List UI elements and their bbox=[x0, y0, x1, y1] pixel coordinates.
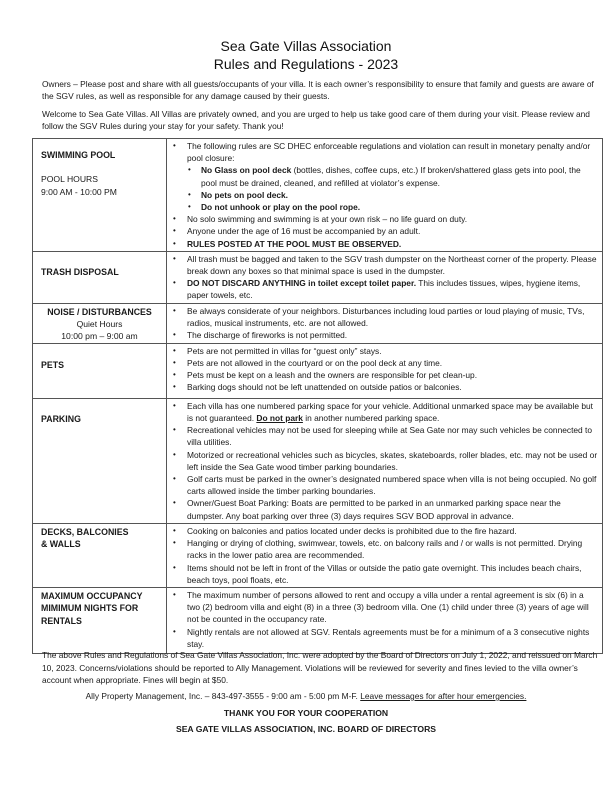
rule-item: • Motorized or recreational vehicles such as bicycles, skates, skateboards, roller blades, etc. may not be used or left inside the Sea Gate wood timber parking boundaries. bbox=[187, 449, 598, 473]
rule-item: • Hanging or drying of clothing, swimwear, towels, etc. on balcony rails and / or walls is not permitted. Drying racks in the lower patio area are recommended. bbox=[187, 537, 598, 561]
category-occupancy bbox=[33, 587, 167, 653]
rule-item: • Cooking on balconies and patios located under decks is prohibited due to the fire hazard. bbox=[187, 525, 598, 537]
category-title-line2: & WALLS bbox=[41, 539, 81, 550]
category-title: DECKS, BALCONIES bbox=[41, 526, 129, 537]
category-decks bbox=[33, 523, 167, 587]
category-title: PARKING bbox=[41, 413, 81, 424]
rule-item: • RULES POSTED AT THE POOL MUST BE OBSERVED. bbox=[187, 238, 598, 250]
rules-parking bbox=[167, 398, 603, 523]
welcome-paragraph: Welcome to Sea Gate Villas. All Villas are privately owned, and you are urged to help us take good care of them during your visit. Please review and follow the SGV Rules during your stay for your safety. Thank you! bbox=[42, 109, 590, 132]
rule-item: • The discharge of fireworks is not permitted. bbox=[187, 329, 598, 341]
rules-pets bbox=[167, 343, 603, 398]
contact-line bbox=[0, 690, 612, 702]
row-parking bbox=[33, 398, 603, 523]
category-title: MAXIMUM OCCUPANCY bbox=[41, 590, 143, 601]
rule-item: • Pets are not permitted in villas for “guest only” stays. bbox=[187, 345, 598, 357]
row-swimming-pool bbox=[33, 139, 603, 252]
document-title: Sea Gate Villas Association bbox=[220, 38, 392, 54]
row-decks bbox=[33, 523, 603, 587]
row-trash-disposal bbox=[33, 251, 603, 303]
owners-notice: Owners – Please post and share with all guests/occupants of your villa. It is each owner’s responsibility to ensure that family and guests are aware of the SGV rules, as well as responsible for any damage caused by their guests. bbox=[42, 79, 594, 102]
emergency-note: Leave messages for after hour emergencies. bbox=[360, 691, 527, 701]
sub-rule-item: • No pets on pool deck. bbox=[201, 189, 598, 201]
pool-hours-label: POOL HOURS bbox=[41, 174, 98, 185]
do-not-park-emphasis: Do not park bbox=[256, 413, 303, 424]
rule-item: • Be always considerate of your neighbors. Disturbances including loud parties or loud playing of music, TVs, radios, musical instruments, etc. are not allowed. bbox=[187, 305, 598, 329]
rules-swimming-pool bbox=[167, 139, 603, 252]
rules-trash-disposal bbox=[167, 251, 603, 303]
rule-item: • Pets must be kept on a leash and the owners are responsible for pet clean-up. bbox=[187, 369, 598, 381]
category-title: PETS bbox=[41, 359, 64, 370]
board-signature: SEA GATE VILLAS ASSOCIATION, INC. BOARD OF DIRECTORS bbox=[175, 724, 437, 734]
row-pets bbox=[33, 343, 603, 398]
rule-item: • Owner/Guest Boat Parking: Boats are permitted to be parked in an unmarked parking space near the dumpster. Any boat parking over three (3) days requires SGV BOD approval in advance. bbox=[187, 497, 598, 521]
pool-hours-value: 9:00 AM - 10:00 PM bbox=[41, 186, 117, 197]
document-subtitle: Rules and Regulations - 2023 bbox=[213, 56, 399, 72]
category-title: NOISE / DISTURBANCES bbox=[47, 306, 152, 317]
category-title: TRASH DISPOSAL bbox=[41, 266, 119, 277]
row-noise bbox=[33, 303, 603, 343]
category-title-line3: RENTALS bbox=[41, 615, 82, 626]
category-title: SWIMMING POOL bbox=[41, 150, 116, 160]
category-trash-disposal bbox=[33, 251, 167, 303]
rule-item: • Golf carts must be parked in the owner’s designated numbered space when villa is not being occupied. No golf carts allowed inside the timber parking boundaries. bbox=[187, 473, 598, 497]
rule-item: • Pets are not allowed in the courtyard or on the pool deck at any time. bbox=[187, 357, 598, 369]
category-parking bbox=[33, 398, 167, 523]
rule-item: • The maximum number of persons allowed to rent and occupy a villa under a rental agreement is six (6) in a two (2) bedroom villa and eight (8) in a three (3) bedroom villa. One (1) child under three (3) years of age will not be counted in the occupancy rate. bbox=[187, 589, 598, 626]
rule-item: • Barking dogs should not be left unattended on outside patios or balconies. bbox=[187, 381, 598, 393]
rule-item: • Recreational vehicles may not be used for sleeping while at Sea Gate nor may such vehicles be connected to villa utilities. bbox=[187, 424, 598, 448]
row-occupancy bbox=[33, 587, 603, 653]
quiet-hours-label: Quiet Hours bbox=[76, 319, 123, 330]
rule-item: • Anyone under the age of 16 must be accompanied by an adult. bbox=[187, 225, 598, 237]
rule-item: • Items should not be left in front of the Villas or outside the patio gate overnight. This includes beach chairs, beach toys, pool floats, etc. bbox=[187, 562, 598, 586]
sub-rule-item: • No Glass on pool deck (bottles, dishes, coffee cups, etc.) If broken/shattered glass gets into pool, the pool must be drained, cleaned, and refilled at violator’s expense. bbox=[201, 164, 598, 188]
rule-item: • No solo swimming and swimming is at your own risk – no life guard on duty. bbox=[187, 213, 598, 225]
rule-item: • Each villa has one numbered parking space for your vehicle. Additional unmarked space may be available but is not guaranteed. Do not park in another numbered parking space. bbox=[187, 400, 598, 424]
sub-rule-item: • Do not unhook or play on the pool rope. bbox=[201, 201, 598, 213]
rule-item: • Nightly rentals are not allowed at SGV. Rentals agreements must be for a minimum of a 3 consecutive nights stay. bbox=[187, 626, 598, 650]
category-title-line2: MIMIMUM NIGHTS FOR bbox=[41, 603, 139, 614]
management-contact: Ally Property Management, Inc. – 843-497-3555 - 9:00 am - 5:00 pm M-F. bbox=[85, 691, 361, 701]
rules-table bbox=[32, 138, 603, 654]
category-noise bbox=[33, 303, 167, 343]
rule-item: • All trash must be bagged and taken to the SGV trash dumpster on the Northeast corner of the property. Please break down any boxes so that minimal space is used in the dumpster. bbox=[187, 253, 598, 277]
thank-you-line: THANK YOU FOR YOUR COOPERATION bbox=[223, 708, 389, 718]
rules-occupancy bbox=[167, 587, 603, 653]
category-swimming-pool bbox=[33, 139, 167, 252]
rules-noise bbox=[167, 303, 603, 343]
category-pets bbox=[33, 343, 167, 398]
rules-decks bbox=[167, 523, 603, 587]
rule-item: • The following rules are SC DHEC enforceable regulations and violation can result in monetary penalty and/or pool closure: • No Glass on pool deck (bottles, dishes, coffee cups, etc.) If broken/shattered glass gets into pool, the pool must be drained, cleaned, and refilled at violator’s expense. • No pets on pool deck. • Do not unhook or play on the pool rope. bbox=[187, 140, 598, 213]
quiet-hours-value: 10:00 pm – 9:00 am bbox=[61, 331, 138, 342]
rule-item: • DO NOT DISCARD ANYTHING in toilet except toilet paper. This includes tissues, wipes, hygiene items, paper towels, etc. bbox=[187, 277, 598, 301]
adoption-notice: The above Rules and Regulations of Sea Gate Villas Association, Inc. were adopted by the Board of Directors on July 1, 2022, and reissued on March 10, 2023. Concerns/violations should be reported to Ally Management. Violations will be reviewed for severity and fines levied to the villa owner’s account when appropriate. Fines will begin at $50. bbox=[42, 650, 598, 686]
